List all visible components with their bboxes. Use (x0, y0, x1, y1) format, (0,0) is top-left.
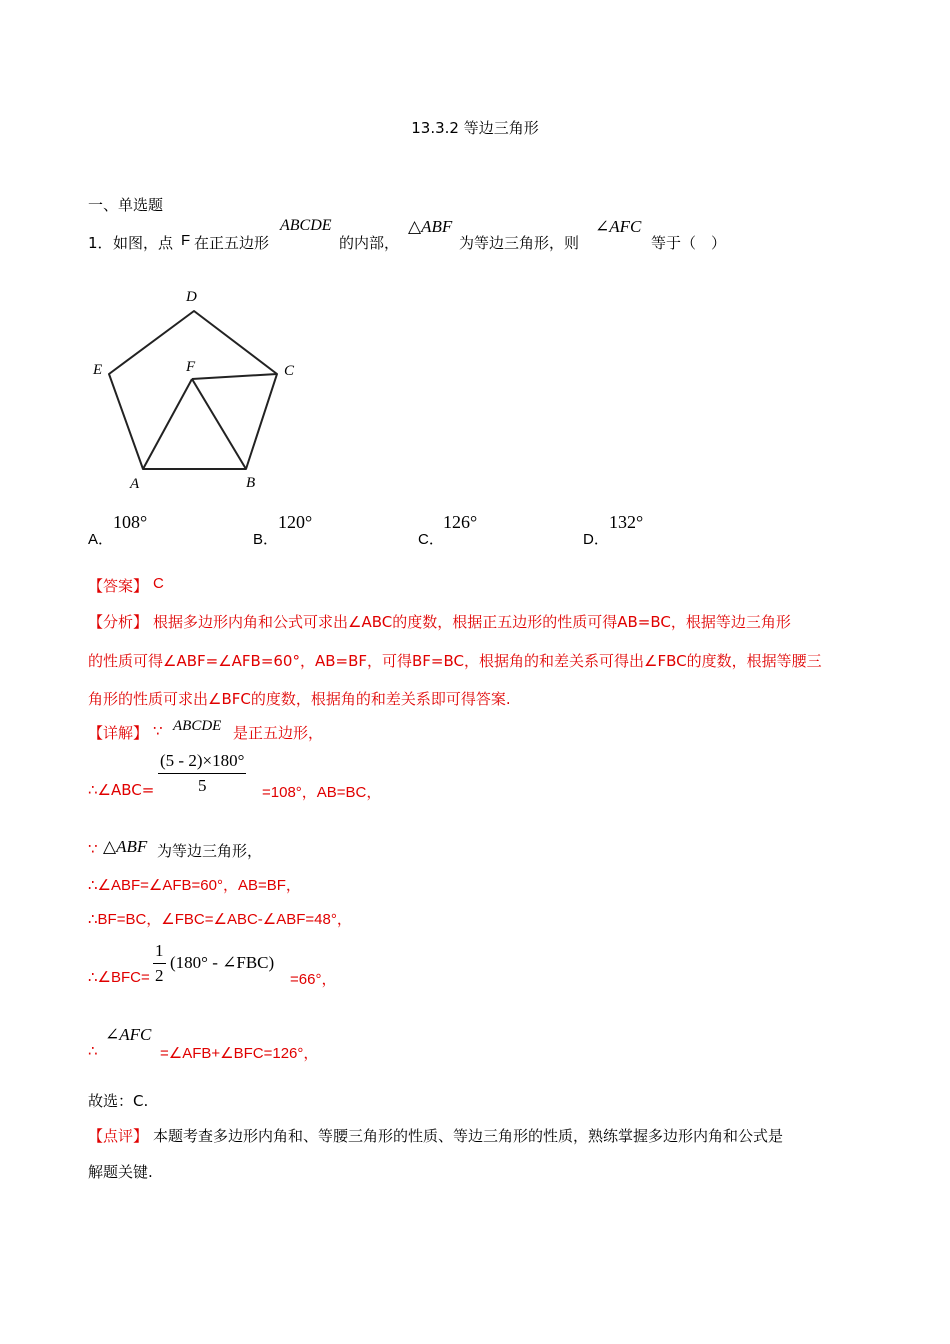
question-point-f: F (181, 232, 191, 249)
detail-l6-math: (180° - ∠FBC) (170, 953, 275, 972)
analysis-line-2: 的性质可得∠ABF=∠AFB=60°，AB=BF，可得BF=BC，根据角的和差关系可得出∠FBC的度数，根据等腰三 (88, 652, 822, 670)
analysis-line-3: 角形的性质可求出∠BFC的度数，根据角的和差关系即可得答案. (88, 690, 511, 708)
detail-l7-prefix: ∴ (88, 1042, 98, 1060)
pentagon-figure (80, 280, 320, 495)
option-b-value: 120° (278, 512, 313, 532)
comment-line-2: 解题关键. (88, 1163, 153, 1181)
detail-l5: ∴BF=BC，∠FBC=∠ABC-∠ABF=48°， (88, 911, 352, 928)
detail-l6-fraction (153, 941, 166, 986)
question-math-angle: ∠AFC (595, 217, 642, 236)
answer-tag: 【答案】 (88, 577, 149, 595)
option-a-value: 108° (113, 512, 148, 532)
detail-l2-fraction (158, 751, 246, 796)
option-d-value: 132° (609, 512, 644, 532)
label-c: C (284, 363, 295, 379)
pentagon-abcde (109, 311, 277, 469)
detail-l2-prefix: ∴∠ABC= (88, 781, 155, 799)
option-d-letter: D． (583, 531, 609, 548)
label-a: A (130, 476, 140, 492)
page-title: 13.3.2 等边三角形 (411, 119, 539, 137)
detail-l2-suffix: =108°，AB=BC， (262, 784, 382, 801)
detail-l2-frac-den: 5 (197, 776, 207, 795)
label-f: F (186, 359, 196, 375)
segment-af (143, 379, 192, 469)
segment-bf (192, 379, 246, 469)
question-math-triangle: △ABF (408, 217, 453, 236)
comment-line-1: 本题考查多边形内角和、等腰三角形的性质、等边三角形的性质，熟练掌握多边形内角和公式是 (153, 1127, 784, 1145)
detail-l6-suffix: =66°， (290, 971, 337, 988)
detail-l7-suffix: =∠AFB+∠BFC=126°， (160, 1045, 319, 1062)
analysis-line-1: 根据多边形内角和公式可求出∠ABC的度数，根据正五边形的性质可得AB=BC，根据等边三角形 (153, 613, 791, 631)
label-b: B (246, 475, 256, 491)
question-text-3: 的内部， (339, 234, 400, 252)
detail-l4: ∴∠ABF=∠AFB=60°，AB=BF， (88, 877, 301, 894)
detail-l1-prefix: ∵ (153, 722, 163, 740)
segment-fc (192, 374, 277, 379)
detail-l3-prefix: ∵ (88, 840, 98, 858)
question-text-5: 等于（ ） (651, 234, 727, 252)
detail-l1-math: ABCDE (173, 718, 222, 734)
option-c-value: 126° (443, 512, 478, 532)
label-e: E (93, 362, 103, 378)
detail-l8: 故选：C. (88, 1092, 149, 1110)
detail-l7-math: ∠AFC (105, 1025, 152, 1044)
detail-tag: 【详解】 (88, 724, 149, 742)
detail-l3-math: △ABF (103, 837, 148, 856)
detail-l6-frac-den: 2 (155, 966, 164, 985)
question-number: 1． (88, 234, 113, 252)
answer-value: C (153, 575, 164, 592)
detail-l3-suffix: 为等边三角形， (157, 842, 263, 860)
question-text-4: 为等边三角形，则 (459, 234, 580, 252)
detail-l6-frac-num: 1 (153, 941, 166, 964)
question-text-1: 如图，点 (113, 234, 174, 252)
section-heading: 一、单选题 (88, 196, 164, 214)
analysis-tag: 【分析】 (88, 613, 149, 631)
detail-l1-suffix: 是正五边形， (233, 724, 324, 742)
option-c-letter: C． (418, 531, 444, 548)
label-d: D (186, 289, 197, 305)
option-b-letter: B． (253, 531, 279, 548)
comment-tag: 【点评】 (88, 1127, 149, 1145)
detail-l6-prefix: ∴∠BFC= (88, 969, 150, 986)
question-text-2: 在正五边形 (194, 234, 270, 252)
detail-l2-frac-num: (5 - 2)×180° (158, 751, 246, 774)
option-a-letter: A． (88, 531, 114, 548)
question-math-pentagon: ABCDE (280, 217, 332, 234)
